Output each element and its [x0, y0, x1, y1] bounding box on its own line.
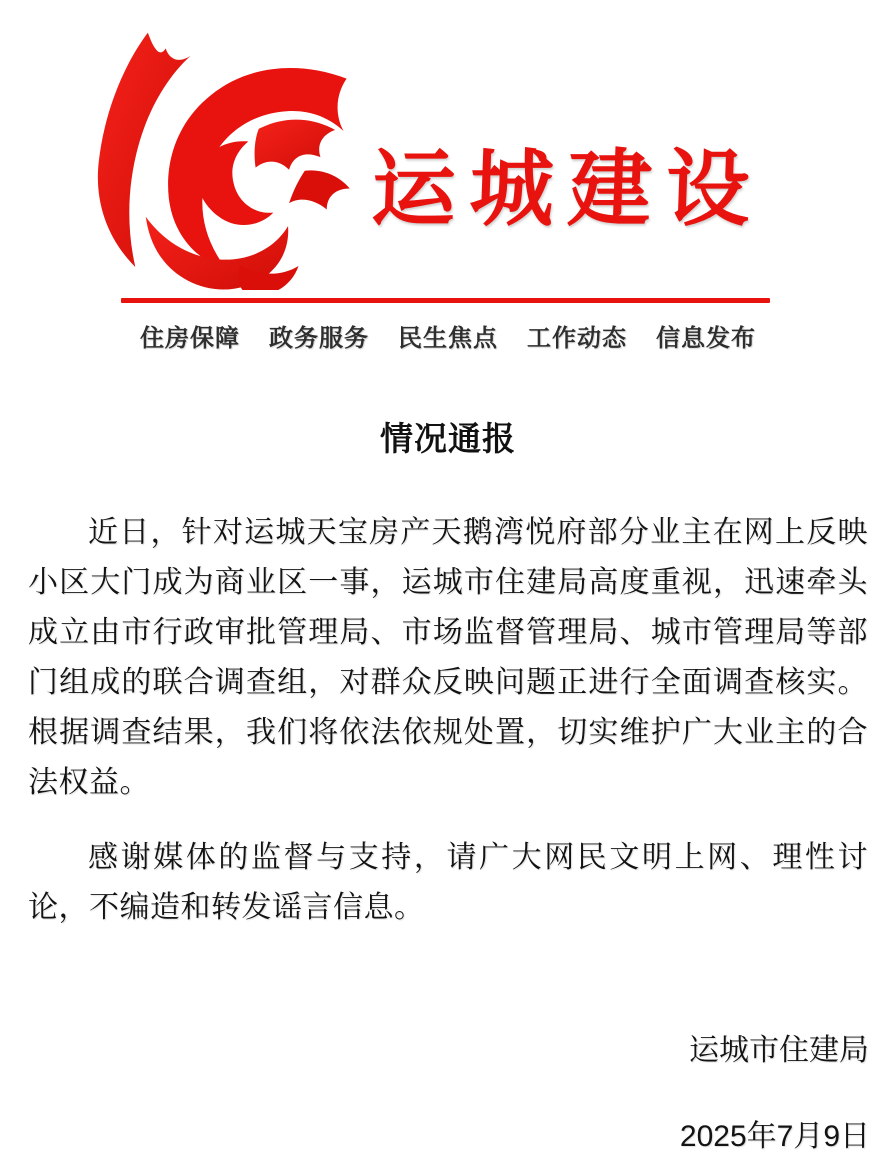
header [0, 0, 896, 298]
phoenix-logo-icon [83, 18, 355, 290]
issue-date: 2025年7月9日 [679, 1120, 870, 1153]
brand-title: 运城建设 [370, 144, 766, 237]
nav-item-info-release[interactable]: 信息发布 [656, 325, 756, 352]
nav-item-work-updates[interactable]: 工作动态 [527, 325, 627, 352]
nav-menu [0, 326, 896, 352]
nav-item-livelihood-focus[interactable]: 民生焦点 [398, 325, 498, 352]
header-divider [121, 298, 770, 303]
notice-title: 情况通报 [380, 420, 516, 457]
notice-body [0, 420, 896, 1158]
nav-item-housing-security[interactable]: 住房保障 [140, 325, 240, 352]
nav-item-gov-services[interactable]: 政务服务 [269, 325, 369, 352]
signature-issuer: 运城市住建局 [689, 1034, 869, 1067]
notice-paragraph-1: 近日，针对运城天宝房产天鹅湾悦府部分业主在网上反映小区大门成为商业区一事，运城市住建局高度重视，迅速牵头成立由市行政审批管理局、市场监督管理局、城市管理局等部门组成的联合调查组，对群众反映问题正进行全面调查核实。根据调查结果，我们将依法依规处置，切实维护广大业主的合法权益。 [28, 516, 868, 799]
notice-paragraph-2: 感谢媒体的监督与支持，请广大网民文明上网、理性讨论，不编造和转发谣言信息。 [28, 841, 868, 924]
